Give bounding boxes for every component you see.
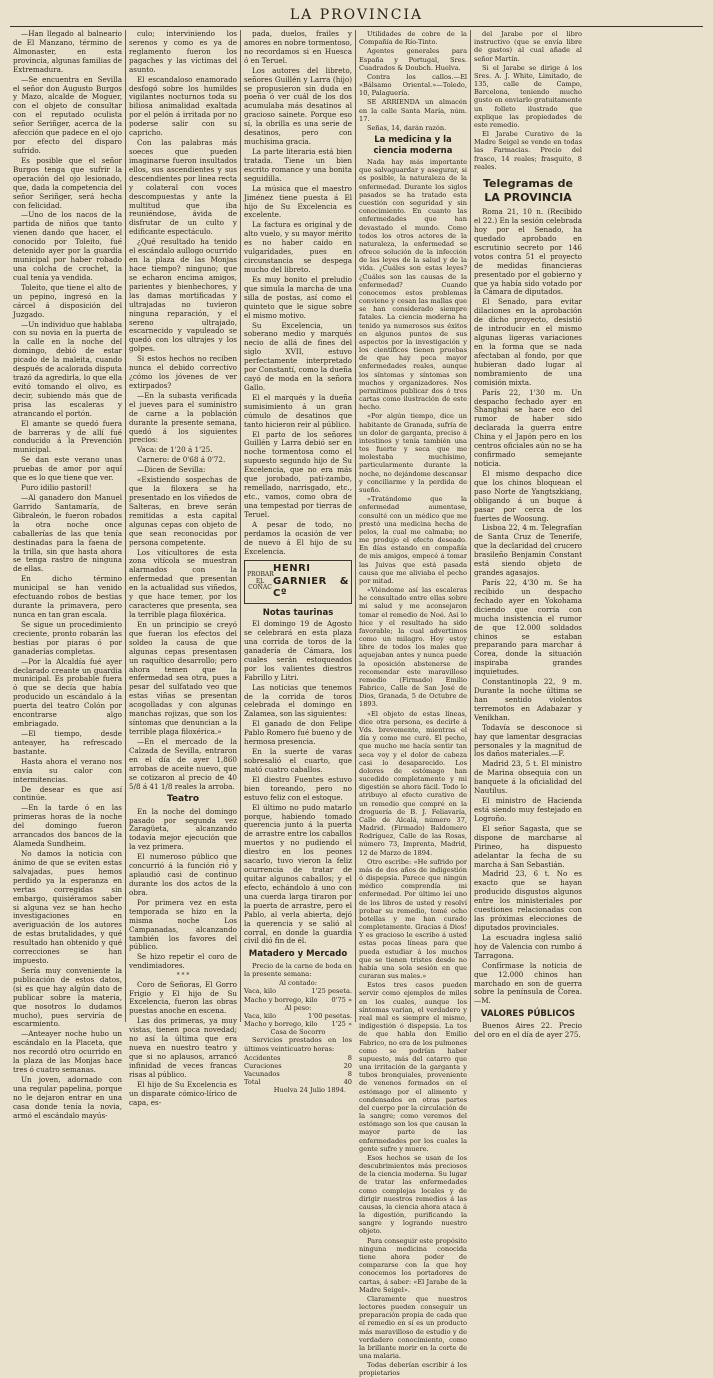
paragraph: Roma 21, 10 n. (Recibido el 22.) En la sesión celebrada hoy por el Senado, ha quedado aprobado en escrutinio secreto por 146 votos contra 51 el proyecto de medidas financieras presentado por el gobierno y que ya había sido votado por la Cámara de diputados. [474,207,582,297]
paragraph: Por primera vez en esta temporada se hizo en la misma noche Los Campanadas, alcanzando también los favores del público. [129,897,237,952]
dateline: Huelva 24 Julio 1894. [273,1086,346,1095]
paragraph: Todas deberían escribir á los propietarios [359,1361,467,1378]
paragraph: ¿Qué resultado ha tenido el escándalo aullogo ocurrido en la plaza de las Monjas hace tiempo? ninguno; que se echaron encima amigos, parientes y bienhechores, y las damas mortificadas y ultrajadas no tuvieron ninguna reparación, y el sereno ultrajado, escarnecido y vapuleado se quedó con los ultrajes y los golpes. [129,237,237,354]
paragraph: Señas, 14, darán razón. [367,123,447,132]
paragraph: —Anteayer noche hubo un escándalo en la Placeta, que nos recordó otro ocurrido en la plaza de las Monjas hace tres ó cuatro semanas. [13,1029,122,1075]
paragraph: Es posible que el señor Burgos tenga que sufrir la operación del ojo lesionado, que, dada la competencia del señor Seriñger, será hecha con felicidad. [13,155,122,210]
paragraph: «Por algún tiempo, dice un habitante de Granada, sufría de un dolor de garganta, preciso á intestinos y tenía también una tos fuerte y seca que me molestaba muchísimo, particularmente durante la noche, no dejándome descansar y conciliarme y la perdida de sueño. [359,412,467,494]
paragraph: del Jarabe por el libro instructivo (que se envía libre de gastos) al cual añade al señor Martín. [474,30,582,63]
teatro-heading: Teatro [166,794,200,805]
market-row [244,1054,352,1062]
paragraph: —Dicen de Sevilla: [137,465,206,475]
market-row [244,1070,352,1078]
paragraph: En un principio se creyó que fueran los efectos del soldeo la causa de que algunas cepas presentasen un raquítico desarrollo; pero ahora temen que la enfermedad sea otra, pues a pesar del sulfatado veo que estas viñas se presentan acogolladas y con algunas manchas rojizas, que son los síntomas que denuncian a la terrible plaga filoxérica.» [129,619,237,736]
paragraph: El mismo despacho dice que los chinos bloquean el paso Norte de Yangtszkiang, obligando á un buque á pasar por cerca de los fuertes de Woosung. [474,468,582,523]
paragraph: A pesar de todo, no perdamos la ocasión de ver de nuevo á El hijo de su Excelencia. [244,519,352,556]
col5-notices [474,30,582,171]
paragraph: El Senado, para evitar dilaciones en la aprobación de dicho proyecto, desistió de introducir en el mismo algunas ligeras variaciones en la forma que se nada afectaban al fondo, por que hubieran dado lugar al nombramiento de una comisión mixta. [474,297,582,387]
paragraph: Coro de Señoras, El Gorro Frigio y El hijo de Su Excelencia, fueron las obras puestas anoche en escena. [129,979,237,1016]
row-value: 1'25 peseta. [311,987,352,996]
telegramas-items [474,208,582,1006]
paragraph: —Uno de los nacos de la partida de niños que tanto vienen dando que hacer, el conocido por Toleito, fué detenido ayer por la guardia municipal por haber robado una colcha de crochet, la cual tenía ya vendida. [13,210,122,282]
paragraph: Para conseguir este propósito ninguna medicina conocida tiene ahora poder de compararse con la que hoy conocemos los portadores de cartas, á saber: «El Jarabe de la Madre Seigel». [359,1236,467,1294]
paragraph: El amante se quedó fuera de barreras y de allí fué conducido á la Prevención municipal. [13,418,122,455]
market-table [244,962,352,1095]
mercado-heading: Matadero y Mercado [248,949,348,960]
paragraph: —En la subasta verificada el jueves para el suministro de carne a la población durante la presente semana, quedó á los siguientes precios: [129,390,237,445]
column-3 [240,29,355,1095]
market-row [244,1020,352,1028]
row-label: Vaca, kilo [244,987,277,996]
paragraph: Si el Jarabe se dirige á los Sres. A. J. White, Limitado, de 135, calle de Campo, Barcelona, teniendo mucho gusto en enviarlo gratuitamente un folleto ilustrado que explique las propiedades de este remedio. [474,63,582,129]
col1-items [13,30,122,1121]
toros-items [244,620,352,946]
paragraph: París 22, 4'30 m. Se ha recibido un despacho fechado ayer en Yokohama diciendo que corría con mucha insistencia el rumor de que 12.000 soldados chinos se estaban preparando para marchar á Corea, donde la situación inspiraba grandes inquietudes. [474,577,582,677]
socorro-rows [244,1054,352,1079]
paragraph: Esos hechos se usan de los descubrimientos más preciosos de la ciencia moderna. Su lugar de tratar las enfermedades como complejas locales y de dirigir nuestros remedios á las causas, la ciencia ahora ataca á la digestión, purificando la sangre y logrando nuestro objeto. [359,1153,467,1236]
paragraph: Con las palabras más soeces que pueden imaginarse fueron insultados ellos, sus ascendientes y sus descendientes por linea recta y colateral con voces descompuestas y ante la multitud que iba reuniéndose, ávida de disfrutar de un culto y edificante espectáculo. [129,138,237,237]
paragraph: Nada hay más importante que salvaguardar y asegurar, si es posible, la naturaleza de la enfermedad. Durante los siglos pasados se ha tratado esta cuestión con seguridad y sin conocimiento. En cuanto las enfermedades que han devastado el mundo. Como todos los otros actores de la naturaleza, la enfermedad se ofrece solución de la infección de las leyes de la salud y de la vida. ¿Cuáles son estas leyes? ¿Cuáles son las causas de la enfermedad? Cuando conocemos estos problemas conviene y cesan las mallas que se han considerado siempre fatales. La ciencia moderna ha tenido ya numerosos sus éxitos en algunos puntos de sus aspectos por la investigación y los científicos tienen pruebas de que hay poca mayor enfermedades reales, aunque los síntomas y síntomas son muchos y organizadores. Nos permitimos publicar dos ó tres cartas como ilustración de este hecho. [359,158,467,412]
paragraph: culo; interviniendo los serenos y como es ya de reglamento fueron los pagaches y las víctimas del asunto. [129,29,237,74]
paragraph: Madrid 23, 6 t. No es exacto que se hayan producido disgustos algunos entre los ministeriales por cuestiones relacionadas con las próximas elecciones de diputados provinciales. [474,869,582,932]
paragraph: «Tratándome que la enfermedad aumentase, consulté con un médico que me prestó una medicina hecha de pelos, la cual me calmaba; no me produjo el efecto deseado. En días estando en compañía de mis amigos, empecé á tomar las Juivas que está pasada causa que me aliviaba el pecho por mitad. [359,495,467,585]
paragraph: La escuadra inglesa salió hoy de Valencia con rumbo á Tarragona. [474,932,582,960]
market-rows-2 [244,1012,352,1028]
column-5 [470,30,585,1039]
garnier-advert [244,560,352,603]
paragraph: El señor Sagasta, que se dispone de marcharse al Pirineo, ha dispuesto adelantar la fecha de su marcha á San Sebastián. [474,823,582,869]
columns [10,29,703,1378]
paragraph: Las dos primeras, ya muy vistas, tienen poca novedad; no así la última que era nueva en nuestro teatro y que si no aplausos, arrancó infinidad de veces francas risas al público. [129,1016,237,1079]
paragraph: pada, duelos, frailes y amores en nobre tormentoso, no recordamos si en Huesca ó en Teruel. [244,29,352,65]
row-label: Curaciones [244,1061,282,1070]
row-value: 0'75 » [331,995,352,1004]
paragraph: El el marqués y la dueña sumisimiento á un gran cúmulo de desatinos que tanto hicieron reir al público. [244,392,352,429]
paragraph: El ganado de don Felipe Pablo Romero fué bueno y de hermosa presencia. [244,719,352,747]
paragraph: Lisboa 22, 4 m. Telegrafían de Santa Cruz de Tenerife, que la declaridad del crucero brasileño Benjamin Constant está siendo objeto de grandes agasajos. [474,523,582,578]
paragraph: El diestro Fuentes estuvo bien toreando, pero no estuvo feliz con el estoque. [244,774,352,802]
paragraph: Claramente que nuestros lectores pueden conseguir un preparación propia de cada que el remedio en sí es un producto más maravilloso de estudio y de verdadero conocimiento, como la brillante morir en la corte de una malaria. [359,1294,467,1361]
separator-stars: * * * [176,972,190,980]
paragraph: Todavía se desconoce si hay que lamentar desgracias personales y la magnitud de los daños materiales.—F. [474,722,582,759]
paragraph: Sería muy conveniente la publicación de estos datos, (si es que hay algún dato de publicar sobre la materia, que nosotros lo dudamos mucho), pues serviría de escarmiento. [13,965,122,1029]
paragraph: —En el mercado de la Calzada de Sevilla, entraron en el día de ayer 1,860 arrobas de aceite nuevo, que se cotizaron al precio de 40 5/8 á 41 1/8 reales la arroba. [129,736,237,791]
row-value: 8 [347,1070,352,1079]
advert-prefix: PROBAR EL COÑAC [247,571,274,592]
row-label: Macho y borrego, kilo [244,995,318,1004]
paragraph: La parte literaria está bien tratada. Tiene un bien escrito romance y una bonita seguidilla. [244,146,352,183]
market-peso-header: Al peso: [284,1003,312,1012]
column-4 [355,30,470,1378]
paragraph: Un joven, adornado con una regular papelina, porque no le dejaron entrar en una casa donde tenía la novia, armó el escándalo mayús- [13,1075,122,1120]
row-value: 1'25 » [331,1020,352,1029]
market-rows-1 [244,987,352,1003]
paragraph: Madrid 23, 5 t. El ministro de Marina obsequia con un banquete á la oficialidad del Nautilus. [474,759,582,796]
row-label: Accidentes [244,1053,281,1062]
paragraph: Se hizo repetir el coro de vendimiadores. [129,952,237,971]
masthead: LA PROVINCIA [289,7,424,23]
paragraph: «Existiendo sospechas de que la filoxera se ha presentado en los viñedos de Salteras, en breve serán remitidas a esta capital algunas cepas con objeto de que sean reconocidas por persona competente. [129,475,237,547]
paragraph: El ministro de Hacienda está siendo muy festejado en Logroño. [474,796,582,823]
paragraph: Si estos hechos no reciben nunca el debido correctivo ¿cómo los jóvenes de ver extirpados? [129,354,237,390]
paragraph: En dicho término municipal se han venido efectuando robos de bestias durante la primavera, pero nunca en tan gran escala. [13,574,122,619]
col2-items [129,30,237,791]
paragraph: El parto de los señores Guillén y Larra debió ser en noche tormentosa como el supuesto segundo hijo de Su Excelencia, que no era más que jorobado, pati-zambo, remellado, narrisgado, etc., etc., vamos, como obra de una tempestad por tierras de Teruel. [244,429,352,519]
market-intro: Precio de la carne de boda en la presente semana: [244,961,352,979]
col4-notices [359,30,467,132]
paragraph: Otro escribe: «He sufrido por más de dos años de indigestión ó dispepsia. Parece que ningún médico comprendía mi enfermedad. Por último leí uno de los libros de usted y resolví probar su remedio, tomé ocho botellas y me han curado completamente. Gracias á Dios! Y es gracioso le escribo á usted estas pocas líneas para que pueda estudiar á los muchos que se tienen tristes desde no había una sola sesión en que curaran sus males.» [359,857,467,981]
teatro-closing [129,981,237,1108]
paragraph: La música que el maestro Jiménez tiene puesta á El hijo de Su Excelencia es excelente. [244,183,352,220]
medicina-heading: La medicina y la ciencia moderna [373,135,453,156]
paragraph: «El objeto de estas líneas, dice otra persona, es decirle á Vds. brevemente, mientras el día y como me curé. El pecho, que mucho me hacía sentir tan seca voy y el dolor de cabeza casi lo desaparecido. Los dolores de estómago han sucedido completamente y mi digestión se ahora fácil. Todo lo atribuyo al efecto curativo de un remedio que compré en la droguería de B. J. Feliavaría, Calle de Alcalá, número 37, Madrid. (Firmado) Baldomero Rodríguez, Calle de las Rosas, número 73, Imprenta, Madrid, 12 de Marzo de 1894. [359,709,467,857]
row-value: 1'00 pesetas. [308,1011,352,1020]
masthead-rule [10,26,703,27]
paragraph: Se sigue un procedimiento creciente, pronto robarán las bestias por piaras ó por ganaderías completas. [13,619,122,656]
col3-items [244,30,352,556]
paragraph: El escandaloso enamorado desfogó sobre los humildes vigilantes nocturnos toda su biliosa animalidad exaltada por el pelón á irritada por no poderse salir con su capricho. [129,74,237,138]
paragraph: —Un individuo que hablaba con su novia en la puerta de la calle en la noche del domingo, debió de estar picado de la maleita, cuando después de acalorada disputa trazó da agredirla, lo que ella evitó tomando el olivo, es decir, subiendo más que de prisa las escaleras y atrancando el portón. [13,319,122,418]
paragraph: En la noche del domingo pasado por segunda vez Zaragüeta, alcanzando todavía mejor ejecución que la vez primera. [129,806,237,852]
paragraph: Carnero: de 0'68 á 0'72. [137,455,226,465]
row-value: 20 [343,1061,352,1070]
market-contado-header: Al contado: [279,979,317,988]
total-label: Total [244,1078,261,1087]
medicina-items [359,158,467,1377]
paragraph: El último no pudo matarlo porque, habiendo tomado querencia junto á la puerta de arrastre entre los caballos muertos y no pudiendo el diestro en los peones sacarlo, tuvo vieron la feliz ocurrencia de tratar de quitar algunos caballos; y el efecto, echándolo á uno con una cuerda larga tiraron por la puerta de arrastre, pero el Pablo, al verla abierta, dejó la querencia y se salió al corral, en donde la guardia civil dió fin de él. [244,802,352,946]
paragraph: De desear es que así continúe. [13,784,122,803]
market-row [244,987,352,995]
paragraph: Confírmase la noticia de que 12.000 chinos han marchado en son de guerra sobre la península de Corea.—M. [474,960,582,1006]
socorro-total [244,1078,352,1086]
row-label: Macho y borrego, kilo [244,1020,318,1029]
valores-heading: VALORES PÚBLICOS [480,1009,576,1020]
paragraph: Se dan este verano unas pruebas de amor por aquí que es lo que tiene que ver. [13,455,122,483]
paragraph: En la suerte de varas sobresalió el cuarto, que mató cuatro caballos. [244,747,352,774]
advert-brand: HENRI GARNIER & Cº [273,563,349,600]
paragraph: El numeroso público que concurrió á la función rió y aplaudió casi de continuo durante los dos actos de la obra. [129,852,237,897]
telegramas-heading: Telegramas de LA PROVINCIA [482,176,574,204]
market-row [244,1062,352,1070]
paragraph: Los autores del libreto, señores Guillén y Larra (hijo) se propusieron sin duda en poeña ó ver cuál de los dos acumulaba más desatinos al gracioso sainete. Porque eso sí, la obrilla es una serie de desatinos, pero con muchísima gracia. [244,65,352,147]
paragraph: Es muy bonito el preludio que simula la marcha de una silla de postas, así como el quinteto que le sigue sobre el mismo motivo. [244,274,352,320]
market-row [244,1012,352,1020]
socorro-header: Casa de Socorro [270,1028,326,1037]
paragraph: —El tiempo, desde anteayer, ha refrescado bastante. [13,728,122,756]
paragraph: —Se encuentra en Sevilla el señor don Augusto Burgos y Mazo, alcalde de Moguer, con el objeto de consultar con el reputado oculista señor Seriñger, acerca de la afección que padece en el ojo por efecto del disparo sufrido. [13,74,122,155]
column-2 [125,29,240,1107]
paragraph: París 22, 1'30 m. Un despacho fechado ayer en Shanghai se hace eco del rumor de haber sido declarada la guerra entre China y el Japón pero en los centros oficiales aún no se ha confirmado semejante noticia. [474,387,582,468]
paragraph: Contra los callos.—El «Bálsamo Oriental.»—Toledo, 10, Palaguería. [359,72,467,98]
paragraph: El Jarabe Curativo de la Madre Seigel se vende en todas las Farmacias. Precio del frasco, 14 reales; frasquito, 8 reales. [474,130,582,171]
paragraph: La factura es original y de alto vuelo, y su mayor mérito es no haber caido en vulgaridades, pues en circunstancia se despega mucho del libreto. [244,220,352,274]
column-1 [10,29,125,1120]
paragraph: El domingo 19 de Agosto se celebrará en esta plaza una corrida de toros de la ganadería de Cámara, los cuales serán estoqueados por los valientes diestros Fabrillo y Litri. [244,619,352,682]
paragraph: Las noticias que tenemos de la corrida de toros celebrada el domingo en Zalamea, son las siguientes: [244,682,352,719]
total-value: 40 [343,1078,352,1087]
paragraph: Utilidades de cobre de la Compañía de Río-Tinto. [359,30,467,47]
socorro-intro: Servicios prestados en los últimos veinticuatro horas: [244,1036,352,1053]
paragraph: Su Excelencia, un soberano medio y marqués necio de allá de fines del siglo XVII, estuvo perfectamente interpretado por Constantí, como la dueña cayó de moda en la señora Gallo. [244,320,352,392]
paragraph: Hasta ahora el verano nos envía su calor con intermitencias. [13,756,122,784]
market-row [244,996,352,1004]
paragraph: Vaca: de 1'20 á 1'25. [137,445,213,455]
row-label: Vaca, kilo [244,1011,277,1020]
row-label: Vacunados [244,1070,280,1079]
paragraph: No damos la noticia con ánimo de que se eviten estas salvajadas, pues hemos perdido ya la esperanza en vertas corregidas sin embargo, quisiéramos saber si alguna vez se han hecho investigaciones en averiguación de los autores de estas brutalidades, y qué resultado han obtenido y qué correcciones se han impuesto. [13,848,122,966]
row-value: 8 [347,1053,352,1062]
paragraph: —En la tarde ó en las primeras horas de la noche del domingo fueron arrancados dos bancos de la Alameda Sundheim. [13,803,122,849]
paragraph: —Al ganadero don Manuel Garrido Santamaría, de Gibraleón, le fueron robados la otra noche once caballerías de las que tenía destinadas para la faena de la trilla, sin que hasta ahora se tenga rastro de ninguna de ellas. [13,493,122,574]
paragraph: «Viéndome así las escaleras he consultado entre ellas sobre mi salud y me aconsejaron tomar el remedio de Noé. Así lo hice y el resultado ha sido favorable; la cual advertimos como un milagro. Hoy estoy libre de todos los males que aquejaban antes y nunca puede la oposición abstenerse de recomendar este maravilloso remedio (Firmado) Emilio Fabrico, Calle de San José de Dios, Granada, 5 de Octubre de 1893. [359,586,467,709]
toros-heading: Notas taurinas [262,607,334,618]
paragraph: —Han llegado al balneario de El Manzano, término de Almonaster, en esta provincia, algunas familias de Extremadura. [13,29,123,74]
teatro-items [129,808,237,972]
paragraph: Toleito, que tiene el alto de un pepino, ingresó en la cárcel á disposición del Juzgado. [13,282,122,319]
paragraph: Puro idilio pastoril! [21,483,92,493]
paragraph: Agentes generales para España y Portugal, Sres. Cuadrados & Doubch. Huelva. [359,47,467,72]
paragraph: —Por la Alcaldía fué ayer declarado creante un guardia municipal. Es probable fuera ó que se decía que había producido un escándalo á la puerta del teatro Colón por encontrarse algo embriagado. [13,656,122,729]
paragraph: Constantinopla 22, 9 m. Durante la noche última se han sentido violentos terremotos en Adabazar y Venikhan. [474,677,582,722]
paragraph: El hijo de Su Excelencia es un disparate cómico-lírico de capa, es- [129,1079,237,1107]
paragraph: SE ARRIENDA un almacén en la calle Santa María, núm. 17. [359,98,467,123]
valores-text: Buenos Aires 22. Precio del oro en el día de ayer 275. [474,1020,582,1039]
paragraph: Estos tres casos pueden servir como ejemplos de miles en los cuales, aunque los síntomas varían, el verdadero y real mal es siempre el mismo, indigestión ó dispepsia. La tos de que habla don Emilio Fabrico, no era de los pulmones como se podrían haber supuesto, más del catarro que una irritación de la garganta y tubos bronquiales, proveniente de venenos formados en el estómago por el alimento y condensados en otras partes del cuerpo por la circulación de la sangre; como veremos del estómago son los que causan la mayor parte de las enfermedades por los cuales la gente sufre y muere. [359,981,467,1153]
paragraph: Los viticultores de esta zona vitícola se muestran alarmados con la enfermedad que presentan en la actualidad sus viñedos, y que hace temer, por los caracteres que presenta, sea la terrible plaga filoxérica. [129,547,237,619]
